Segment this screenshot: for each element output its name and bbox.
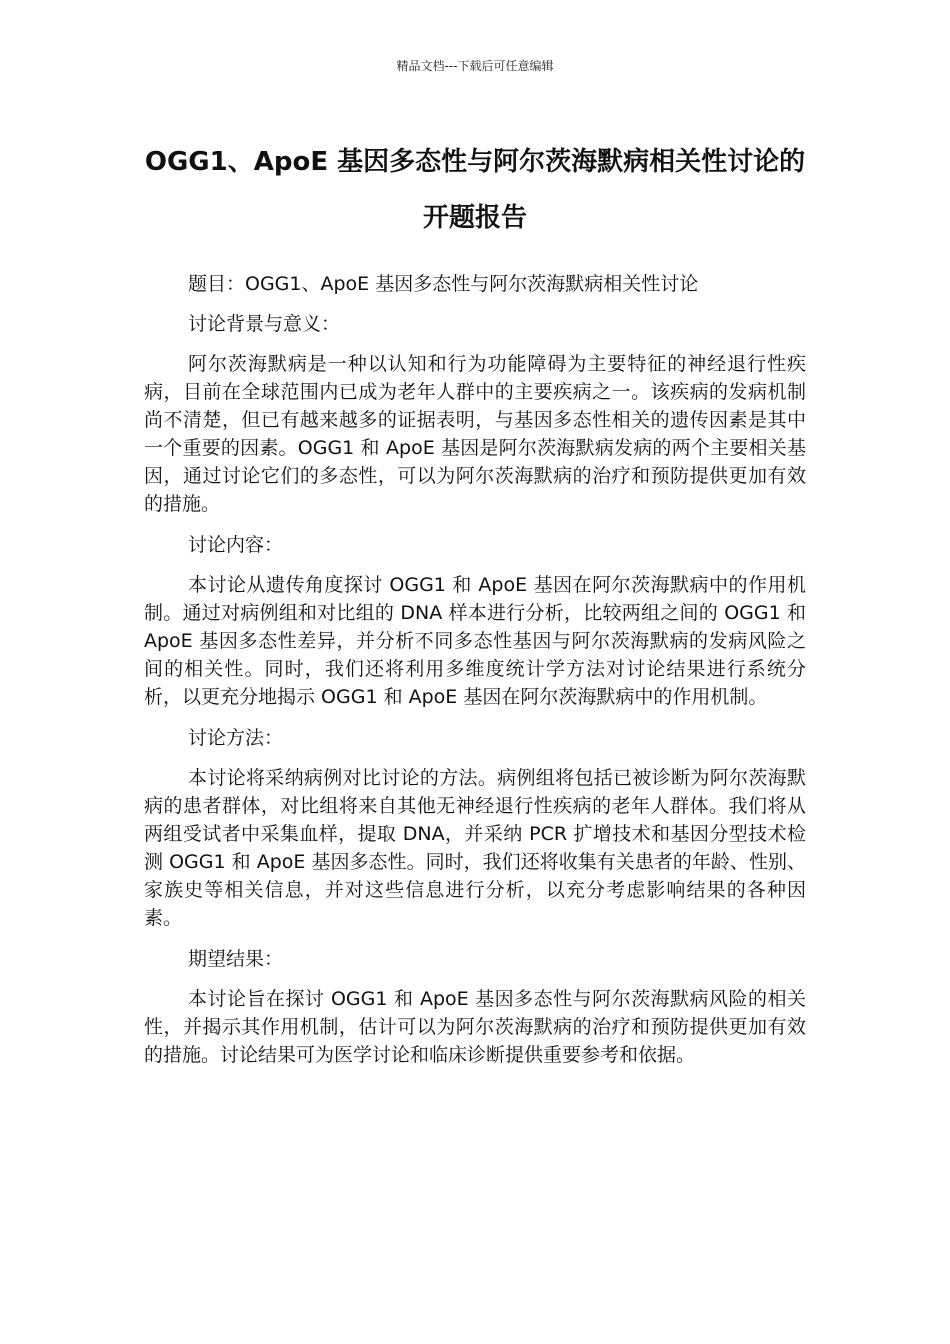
section-heading-background: 讨论背景与意义：	[188, 313, 341, 335]
section-heading-method: 讨论方法：	[188, 727, 284, 749]
section-body-expected-results: 本讨论旨在探讨 OGG1 和 ApoE 基因多态性与阿尔茨海默病风险的相关性，并揭示其作用机制，估计可以为阿尔茨海默病的治疗和预防提供更加有效的措施。讨论结果可为医学讨论和临床诊断提供重要参考和依据。	[144, 988, 806, 1066]
topic-line: 题目：OGG1、ApoE 基因多态性与阿尔茨海默病相关性讨论	[188, 273, 699, 295]
section-heading-expected-results: 期望结果：	[188, 948, 284, 970]
document-body	[144, 270, 806, 1082]
document-title: OGG1、ApoE 基因多态性与阿尔茨海默病相关性讨论的开题报告	[144, 147, 806, 233]
section-body-content: 本讨论从遗传角度探讨 OGG1 和 ApoE 基因在阿尔茨海默病中的作用机制。通过对病例组和对比组的 DNA 样本进行分析，比较两组之间的 OGG1 和 ApoE 基因多态性差异，并分析不同多态性基因与阿尔茨海默病的发病风险之间的相关性。同时，我们还将利用多维度统计学方法对讨论结果进行系统分析，以更充分地揭示 OGG1 和 ApoE 基因在阿尔茨海默病中的作用机制。	[144, 574, 806, 708]
section-body-method: 本讨论将采纳病例对比讨论的方法。病例组将包括已被诊断为阿尔茨海默病的患者群体，对比组将来自其他无神经退行性疾病的老年人群体。我们将从两组受试者中采集血样，提取 DNA，并采纳 PCR 扩增技术和基因分型技术检测 OGG1 和 ApoE 基因多态性。同时，我们还将收集有关患者的年龄、性别、家族史等相关信息，并对这些信息进行分析，以充分考虑影响结果的各种因素。	[144, 767, 806, 929]
section-body-background: 阿尔茨海默病是一种以认知和行为功能障碍为主要特征的神经退行性疾病，目前在全球范围内已成为老年人群中的主要疾病之一。该疾病的发病机制尚不清楚，但已有越来越多的证据表明，与基因多态性相关的遗传因素是其中一个重要的因素。OGG1 和 ApoE 基因是阿尔茨海默病发病的两个主要相关基因，通过讨论它们的多态性，可以为阿尔茨海默病的治疗和预防提供更加有效的措施。	[144, 353, 806, 515]
page-header: 精品文档---下载后可任意编辑	[396, 59, 554, 73]
section-heading-content: 讨论内容：	[188, 534, 284, 556]
